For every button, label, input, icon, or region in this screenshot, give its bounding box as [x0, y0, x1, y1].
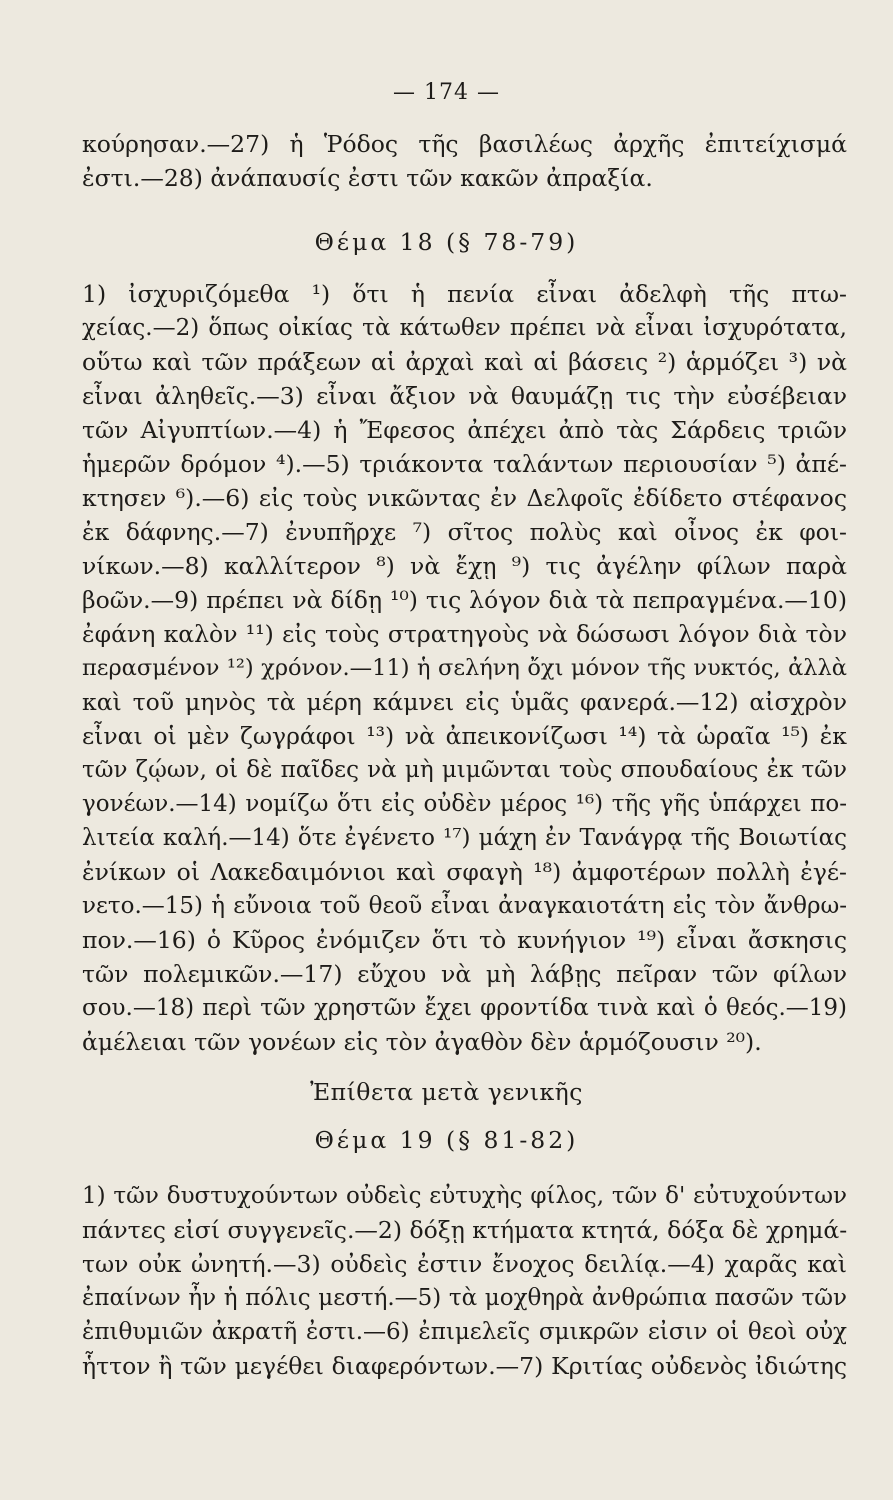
text-line: πον.—16) ὁ Κῦρος ἐνόμιζεν ὅτι τὸ κυνήγιον ¹⁹) εἶναι ἄσκησις: [82, 926, 847, 954]
text-line: σου.—18) περὶ τῶν χρηστῶν ἔχει φροντίδα τινὰ καὶ ὁ θεός.—19): [82, 995, 847, 1021]
text-line: καὶ τοῦ μηνὸς τὰ μέρη κάμνει εἰς ὑμᾶς φανερά.—12) αἰσχρὸν: [82, 688, 847, 716]
text-line: των οὐκ ὠνητή.—3) οὐδεὶς ἐστιν ἔνοχος δειλίᾳ.—4) χαρᾶς καὶ: [82, 1250, 847, 1278]
text-line: τῶν πολεμικῶν.—17) εὔχου νὰ μὴ λάβῃς πεῖραν τῶν φίλων: [82, 960, 847, 988]
text-line: νίκων.—8) καλλίτερον ⁸) νὰ ἔχῃ ⁹) τις ἀγέλην φίλων παρὰ: [82, 552, 847, 580]
text-line: ἐπιθυμιῶν ἀκρατῆ ἐστι.—6) ἐπιμελεῖς σμικρῶν εἰσιν οἱ θεοὶ οὐχ: [82, 1319, 847, 1345]
text-line: ἀμέλειαι τῶν γονέων εἰς τὸν ἀγαθὸν δὲν ἁρμόζουσιν ²⁰).: [82, 1028, 762, 1056]
text-line: 1) ἰσχυριζόμεθα ¹) ὅτι ἡ πενία εἶναι ἀδελφὴ τῆς πτω-: [82, 280, 847, 308]
text-line: τῶν Αἰγυπτίων.—4) ἡ Ἔφεσος ἀπέχει ἀπὸ τὰς Σάρδεις τριῶν: [82, 416, 847, 444]
text-line: ἐπαίνων ἦν ἡ πόλις μεστή.—5) τὰ μοχθηρὰ ἀνθρώπια πασῶν τῶν: [82, 1285, 847, 1311]
text-line: εἶναι ἀληθεῖς.—3) εἶναι ἄξιον νὰ θαυμάζῃ τις τὴν εὐσέβειαν: [82, 382, 847, 410]
text-line: εἶναι οἱ μὲν ζωγράφοι ¹³) νὰ ἀπεικονίζωσι ¹⁴) τὰ ὡραῖα ¹⁵) ἐκ: [82, 722, 847, 750]
text-line: κούρησαν.—27) ἡ Ῥόδος τῆς βασιλέως ἀρχῆς ἐπιτείχισμά: [82, 130, 847, 158]
intro-paragraph: [82, 127, 847, 195]
text-line: ἐστι.—28) ἀνάπαυσίς ἐστι τῶν κακῶν ἀπραξία.: [82, 164, 653, 192]
text-line: 1) τῶν δυστυχούντων οὐδεὶς εὐτυχὴς φίλος, τῶν δ' εὐτυχούντων: [82, 1183, 847, 1209]
theme-19-title: Θέμα 19 (§ 81-82): [314, 1126, 579, 1154]
text-line: οὕτω καὶ τῶν πράξεων αἱ ἀρχαὶ καὶ αἱ βάσεις ²) ἁρμόζει ³) νὰ: [82, 348, 847, 376]
text-line: πάντες εἰσί συγγενεῖς.—2) δόξῃ κτήματα κτητά, δόξα δὲ χρημά-: [82, 1216, 847, 1244]
section-subtitle: Ἐπίθετα μετὰ γενικῆς: [310, 1078, 583, 1106]
text-line: ἧττον ἢ τῶν μεγέθει διαφερόντων.—7) Κριτίας οὐδενὸς ἰδιώτης: [82, 1352, 847, 1380]
text-line: ἐνίκων οἱ Λακεδαιμόνιοι καὶ σφαγὴ ¹⁸) ἀμφοτέρων πολλὴ ἐγέ-: [82, 858, 847, 886]
text-line: κτησεν ⁶).—6) εἰς τοὺς νικῶντας ἐν Δελφοῖς ἐδίδετο στέφανος: [82, 484, 847, 512]
theme-19-paragraph: [82, 1179, 847, 1383]
page-number: — 174 —: [393, 80, 500, 105]
text-line: ἐκ δάφνης.—7) ἐνυπῆρχε ⁷) σῖτος πολὺς καὶ οἶνος ἐκ φοι-: [82, 518, 847, 546]
theme-18-title: Θέμα 18 (§ 78-79): [314, 228, 579, 256]
text-line: χείας.—2) ὅπως οἰκίας τὰ κάτωθεν πρέπει νὰ εἶναι ἰσχυρότατα,: [82, 315, 847, 341]
text-line: ἐφάνη καλὸν ¹¹) εἰς τοὺς στρατηγοὺς νὰ δώσωσι λόγον διὰ τὸν: [82, 620, 847, 648]
text-line: περασμένον ¹²) χρόνον.—11) ἡ σελήνη ὄχι μόνον τῆς νυκτός, ἀλλὰ: [82, 655, 847, 681]
text-line: νετο.—15) ἡ εὔνοια τοῦ θεοῦ εἶναι ἀναγκαιοτάτη εἰς τὸν ἄνθρω-: [82, 893, 847, 919]
text-line: βοῶν.—9) πρέπει νὰ δίδῃ ¹⁰) τις λόγον διὰ τὰ πεπραγμένα.—10): [82, 586, 847, 614]
theme-18-paragraph: [82, 277, 847, 1059]
text-line: γονέων.—14) νομίζω ὅτι εἰς οὐδὲν μέρος ¹⁶) τῆς γῆς ὑπάρχει πο-: [82, 791, 847, 817]
text-line: τῶν ζῴων, οἱ δὲ παῖδες νὰ μὴ μιμῶνται τοὺς σπουδαίους ἐκ τῶν: [82, 757, 847, 783]
text-line: ἡμερῶν δρόμον ⁴).—5) τριάκοντα ταλάντων περιουσίαν ⁵) ἀπέ-: [82, 450, 847, 478]
text-line: λιτεία καλή.—14) ὅτε ἐγένετο ¹⁷) μάχη ἐν Τανάγρᾳ τῆς Βοιωτίας: [82, 825, 847, 851]
